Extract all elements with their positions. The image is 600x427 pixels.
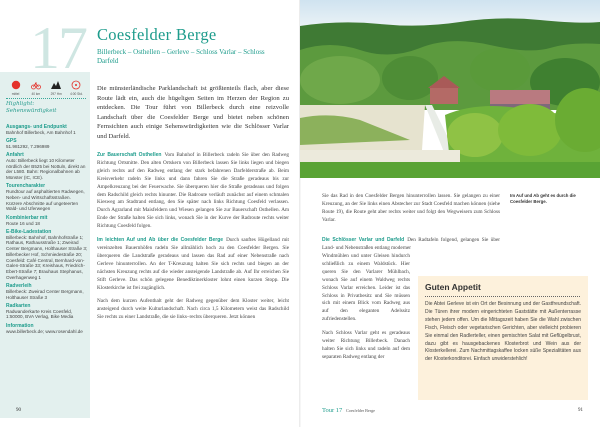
section-heading: Im leichten Auf und Ab über die Coesfelder Berge: [97, 237, 224, 244]
page-title: Coesfelder Berge: [97, 25, 217, 44]
box-text: Die Abtei Gerleve ist ein Ort der Besinnung und der Gastfreundschaft. Die Türen ihrer modern eingerichteten Gaststätte mit Außenterrasse stehen jedem offen. Um die Mittagszeit haben Sie die Wahl zwischen Fisch, Fleisch oder vegetarischen Gerichten, aber vielleicht probieren Sie einmal den Radlerteller, einen gemischten Salat mit Geflügelbrust, dazu gibt es hausgebackenes Klosterbrot und Wein aus der Klosterkellerei. Zum Nachmittagskaffee locken süße Spezialitäten aus der Klosterkonditorei. Einfach unwiderstehlich!: [425, 301, 581, 363]
section-intro-text: Den Radtafeln folgend, gelangen Sie über Land- und Nebenstraßen entlang moderner: [322, 237, 500, 251]
footer-name: Coesfelder Berge: [345, 408, 376, 413]
page-number: 90: [16, 408, 21, 413]
page-subtitle: Billerbeck – Osthellen – Gerleve – Schloss Varlar – Schloss Darfeld: [97, 48, 265, 65]
section-text: Durch sanftes Hügelland mit vereinzelten Bauernhöfen radeln Sie allmählich hoch zu den Coesfelder Bergen. Sie überqueren die Landstraße geradeaus und lassen das Rad auf einer Nebenstraße nach Gerleve hinunterrollen. An der T-Kreuzung halten Sie sich rechts und biegen an der nächsten Kreuzung rechts auf die wieder ansteigende Landstraße ab. Auf Ihr erreichen Sie Stift Gerleve. Das schön gelegene Benediktinerkloster lohnt einen kurzen Stopp. Die Klosterkirche ist frei zugänglich.: [97, 237, 290, 291]
info-text: Route 16 und 18: [6, 220, 40, 226]
guten-appetit-box: [418, 276, 588, 400]
elevation-icon: [51, 80, 61, 90]
body-text: [97, 152, 289, 328]
section-text: Nach Schloss Varlar geht es geradeaus weiter Richtung Billerbeck. Danach halten Sie sich links und radeln auf dem separaten Radweg entlang der: [322, 330, 410, 360]
stat-difficulty: [6, 80, 25, 96]
stat-duration: [67, 80, 86, 96]
info-heading: Radverleih: [6, 282, 32, 289]
footer-tour: Tour 17: [322, 407, 343, 414]
section-column: [322, 253, 410, 368]
photo-caption: Im Auf und Ab geht es durch die Coesfelder Berge.: [510, 193, 576, 204]
info-heading: Information: [6, 322, 34, 329]
section: [97, 298, 289, 322]
info-text: Billerbeck: Bahnhof, Bahnhofstraße 1; Rathaus, Rathausstraße 1; Zweirad Center Bergmann, Holthauser Straße 3; Billerbecker Hof, Schmiedestraße 20; Coesfeld: Café Central, Bernhard-von-Galen-Straße 33; Kreishaus, Friedrich-Ebert-Straße 7; Brauhaus Stephanus, Overhagenweg 1: [6, 234, 88, 280]
info-list: [6, 121, 88, 334]
page-number: 91: [578, 408, 583, 413]
info-text: Billerbeck: Zweirad Center Bergmann, Holthauser Straße 3: [6, 288, 84, 300]
box-divider: [425, 296, 580, 297]
bicycle-icon: [31, 80, 41, 90]
running-footer: [322, 407, 375, 414]
info-text: www.billerbeck.de; www.rosendahl.de: [6, 328, 83, 334]
highlight-label: Highlight: Sehenswürdigkeit: [6, 101, 57, 114]
stat-elevation: [47, 80, 66, 96]
section-text: Windmühlen und unter Gleisen hindurch schließlich zu einem Waldstück. Hier queren Sie den Varlarer Mühlbach, wonach Sie auf einem Waldweg rechts Schloss Varlar erreichen. Leider ist das Schloss in Privatbesitz und Sie müssen sich mit einem Blick vom Radweg aus auf den eleganten Adelssitz zufriedenstellen.: [322, 253, 410, 323]
info-heading: E-Bike-Ladestation: [6, 228, 52, 235]
stat-label: 40 km: [31, 92, 41, 96]
tour-stats: [6, 80, 86, 96]
stat-label: 297 Hm: [50, 92, 62, 96]
info-text: Auto: Billerbeck liegt 10 Kilometer nördlich der B525 bei Nottuln, direkt an der L580. Bahn: Regionalbahnen ab Münster (IC, ICE).: [6, 157, 86, 181]
info-heading: Ausgangs- und Endpunkt: [6, 123, 67, 130]
info-text: Bahnhof Billerbeck, Am Bahnhof 1: [6, 129, 76, 135]
tour-number: 17: [30, 15, 86, 81]
stat-label: mittel: [11, 92, 20, 96]
clock-icon: [71, 80, 81, 90]
lead-paragraph: Die münsterländische Parklandschaft ist größtenteils flach, aber diese Route lädt ein, auch die hügeligen Seiten im Herzen der Region zu entdecken. Die Tour führt von Billerbeck durch eine reizvolle Landschaft über die Coesfelder Berge und bietet neben schönen Fernsichten auch einige Sehenswürdigkeiten wie die Schlösser Varlar und Darfeld.: [97, 85, 289, 140]
box-title: Guten Appetit: [425, 282, 481, 292]
info-text: 51.981292, 7.296989: [6, 143, 50, 149]
difficulty-dot-icon: [11, 80, 21, 90]
section: [97, 152, 289, 231]
info-heading: Radkarten: [6, 302, 31, 309]
info-heading: GPS: [6, 137, 17, 144]
section-intro: [322, 237, 500, 253]
info-text: Rundtour auf asphaltierten Radwegen, Neben- und Wirtschaftsstraßen. Kürzere Abschnitte auf ungeteerten Wald- und Uferwegen: [6, 189, 85, 212]
info-text: Radwanderkarte Kreis Coesfeld, 1:50000, BVA Verlag, Bike Media: [6, 308, 74, 320]
divider: [6, 98, 86, 99]
right-page: [300, 0, 600, 427]
section-text: Nach dem kurzen Aufenthalt geht der Radweg gegenüber dem Kloster weiter, leicht ansteigend durch weite Kulturlandschaft. Nach circa 1,5 Kilometern weist das Radschild Sie rechts zu einer Landstraße, die sie links–rechts überqueren. Jetzt können: [97, 298, 289, 321]
info-heading: Tourencharakter: [6, 183, 46, 190]
info-heading: Kombinierbar mit: [6, 214, 48, 221]
section-text: Vom Bahnhof in Billerbeck radeln Sie über den Radweg Richtung Ortsmitte. Den alten Ortskern von Billerbeck lassen Sie links liegen und biegen gleich rechts auf den Radweg entlang der stark befahrenen Darfelderstraße ab. Beim Kreisverkehr radeln Sie links und dann fahren Sie die Straße geradeaus bis zur Ampelkreuzung bei der Feuerwache. Sie überqueren hier die Straße geradeaus und folgen dem Radschild gleich rechts hinunter. Die Radroute verläuft zunächst auf einem schmalen Kiesweg am Stadtrand entlang, den Sie später nach links Richtung Coesfeld verlassen. Durch Agrarland mit Maisfeldern und Wiesen gelangen Sie zur Bauerschaft Osthellen. Am Ende der Straße halten Sie sich links, wonach Sie in der Kurve der Radroute rechts weiter Richtung Coesfeld folgen.: [97, 152, 289, 230]
section-heading: Zur Bauerschaft Osthellen: [97, 152, 162, 158]
stat-label: 4:00 Std.: [70, 92, 83, 96]
info-heading: Anfahrt: [6, 151, 24, 158]
section-heading: Die Schlösser Varlar und Darfeld: [322, 237, 405, 243]
continuation-text: Sie das Rad in den Coesfelder Bergen hinunterrollen lassen. Sie gelangen zu einer Kreuzung, an der Sie links einen Abstecher zur Stadt Coesfeld machen können (siehe Route 19), die Route geht aber rechts weiter und folgt den Wegweisern zum Schloss Varlar.: [322, 193, 500, 223]
section: [97, 237, 289, 292]
landscape-photo: [300, 0, 600, 178]
stat-distance: [26, 80, 45, 96]
